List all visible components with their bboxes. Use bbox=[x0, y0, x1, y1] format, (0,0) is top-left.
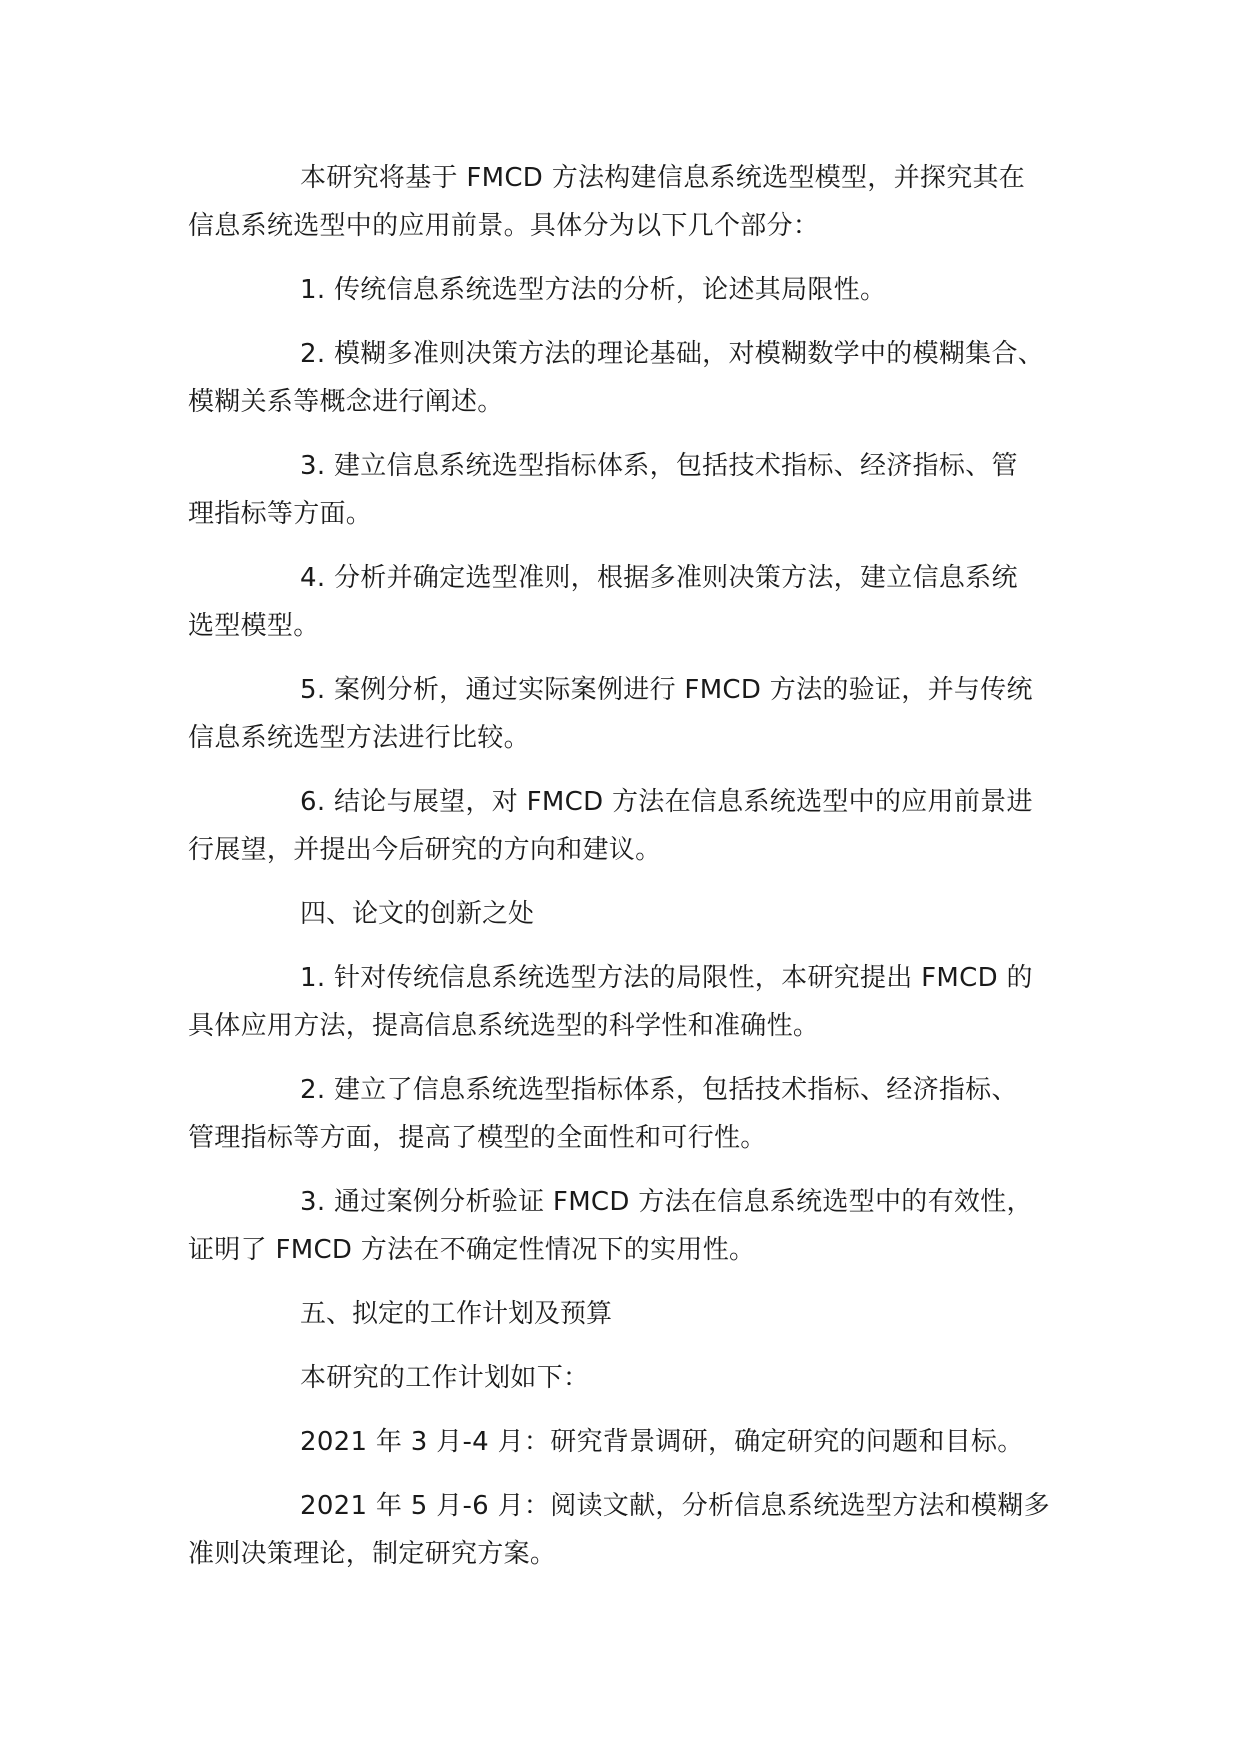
text-line: 管理指标等方面，提高了模型的全面性和可行性。 bbox=[188, 1123, 767, 1153]
heading-text: 五、拟定的工作计划及预算 bbox=[300, 1299, 613, 1329]
text-line: 理指标等方面。 bbox=[188, 499, 373, 529]
list-item-2 bbox=[188, 330, 1060, 426]
text-line: 2. 建立了信息系统选型指标体系，包括技术指标、经济指标、 bbox=[300, 1075, 1018, 1105]
text-line: 本研究将基于 FMCD 方法构建信息系统选型模型，并探究其在 bbox=[300, 163, 1026, 193]
plan-item-1 bbox=[188, 1418, 1060, 1466]
text-line: 3. 通过案例分析验证 FMCD 方法在信息系统选型中的有效性， bbox=[300, 1187, 1033, 1217]
text-line: 选型模型。 bbox=[188, 611, 320, 641]
list-item-1 bbox=[188, 266, 1060, 314]
list-item-4 bbox=[188, 554, 1060, 650]
text-line: 2021 年 3 月-4 月：研究背景调研，确定研究的问题和目标。 bbox=[300, 1427, 1024, 1457]
text-line: 准则决策理论，制定研究方案。 bbox=[188, 1539, 557, 1569]
innovation-item-1 bbox=[188, 954, 1060, 1050]
text-line: 证明了 FMCD 方法在不确定性情况下的实用性。 bbox=[188, 1235, 756, 1265]
text-line: 1. 传统信息系统选型方法的分析，论述其局限性。 bbox=[300, 275, 887, 305]
text-line: 模糊关系等概念进行阐述。 bbox=[188, 387, 504, 417]
section-heading-plan bbox=[188, 1290, 1060, 1338]
text-line: 具体应用方法，提高信息系统选型的科学性和准确性。 bbox=[188, 1011, 820, 1041]
list-item-3 bbox=[188, 442, 1060, 538]
list-item-6 bbox=[188, 778, 1060, 874]
heading-text: 四、论文的创新之处 bbox=[300, 899, 535, 929]
text-line: 5. 案例分析，通过实际案例进行 FMCD 方法的验证，并与传统 bbox=[300, 675, 1033, 705]
text-line: 信息系统选型方法进行比较。 bbox=[188, 723, 530, 753]
text-line: 1. 针对传统信息系统选型方法的局限性，本研究提出 FMCD 的 bbox=[300, 963, 1033, 993]
text-line: 6. 结论与展望，对 FMCD 方法在信息系统选型中的应用前景进 bbox=[300, 787, 1033, 817]
text-line: 4. 分析并确定选型准则，根据多准则决策方法，建立信息系统 bbox=[300, 563, 1018, 593]
text-line: 2021 年 5 月-6 月：阅读文献，分析信息系统选型方法和模糊多 bbox=[300, 1491, 1050, 1521]
document-page bbox=[188, 154, 1060, 1594]
list-item-5 bbox=[188, 666, 1060, 762]
text-line: 3. 建立信息系统选型指标体系，包括技术指标、经济指标、管 bbox=[300, 451, 1018, 481]
text-line: 信息系统选型中的应用前景。具体分为以下几个部分： bbox=[188, 211, 820, 241]
innovation-item-2 bbox=[188, 1066, 1060, 1162]
text-line: 行展望，并提出今后研究的方向和建议。 bbox=[188, 835, 662, 865]
plan-item-2 bbox=[188, 1482, 1060, 1578]
plan-intro bbox=[188, 1354, 1060, 1402]
section-heading-innovation bbox=[188, 890, 1060, 938]
innovation-item-3 bbox=[188, 1178, 1060, 1274]
text-line: 2. 模糊多准则决策方法的理论基础，对模糊数学中的模糊集合、 bbox=[300, 339, 1045, 369]
text-line: 本研究的工作计划如下： bbox=[300, 1363, 590, 1393]
paragraph-intro bbox=[188, 154, 1060, 250]
